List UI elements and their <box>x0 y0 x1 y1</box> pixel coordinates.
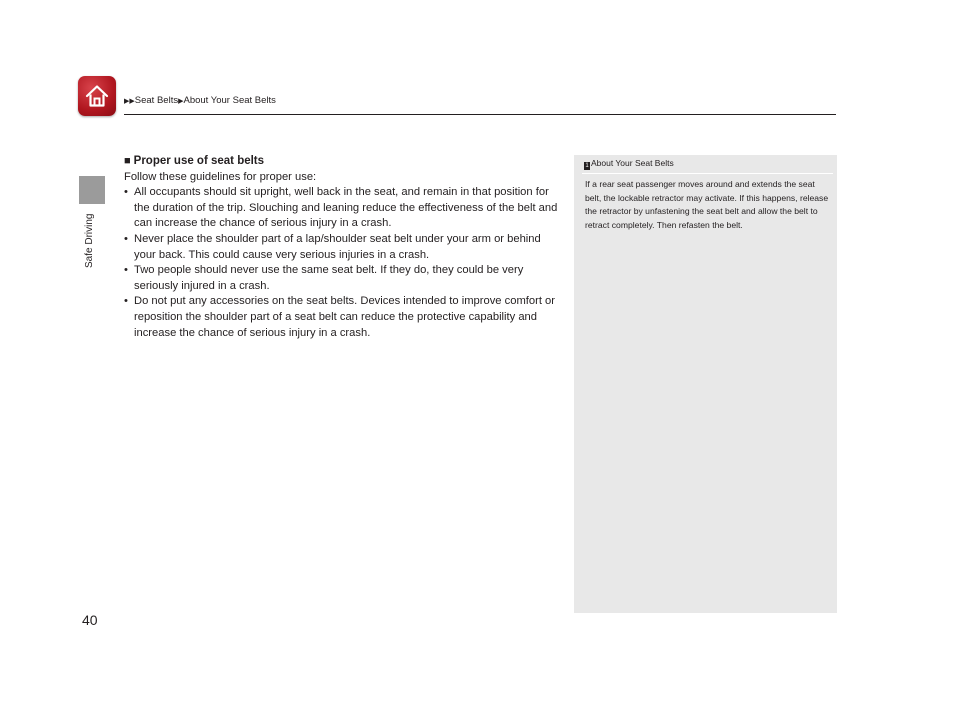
header-divider <box>124 114 836 115</box>
breadcrumb-current: About Your Seat Belts <box>183 95 276 106</box>
list-item-text: All occupants should sit upright, well back in the seat, and remain in that position for the duration of the trip. Slouching and leaning reduce the effectiveness of the belt and can increase the chance of serious injury in a crash. <box>134 186 558 230</box>
heading-square-icon: ■ <box>124 155 131 167</box>
breadcrumb-arrow-icon: ▶ <box>178 98 184 105</box>
breadcrumb-link-seat-belts[interactable]: Seat Belts <box>134 95 179 106</box>
heading-text: Proper use of seat belts <box>133 155 265 167</box>
list-item <box>124 232 560 263</box>
bullet-icon: • <box>124 232 128 245</box>
list-item-text: Never place the shoulder part of a lap/shoulder seat belt under your arm or behind your back. This could cause very serious injuries in a crash. <box>134 232 541 261</box>
breadcrumb <box>124 95 276 106</box>
breadcrumb-arrow-icon: ▶▶ <box>124 98 135 105</box>
note-title[interactable]: About Your Seat Belts <box>591 158 674 168</box>
home-button[interactable] <box>78 76 116 116</box>
reference-badge: 1 <box>585 163 589 169</box>
home-icon <box>84 83 110 109</box>
note-text: If a rear seat passenger moves around and extends the seat belt, the lockable retractor may activate. If this happens, release the retractor by unfastening the seat belt and allow the belt to retract completely. Then refasten the belt. <box>585 179 829 230</box>
bullet-icon: • <box>124 295 128 308</box>
guideline-list <box>124 185 560 341</box>
main-content <box>124 154 560 341</box>
list-item <box>124 263 560 294</box>
note-header <box>574 155 837 171</box>
bullet-icon: • <box>124 186 128 199</box>
list-item <box>124 185 560 232</box>
list-item-text: Do not put any accessories on the seat belts. Devices intended to improve comfort or reposition the shoulder part of a seat belt can reduce the protective capability and increase the chance of serious injury in a crash. <box>134 295 555 339</box>
intro-text: Follow these guidelines for proper use: <box>124 170 317 183</box>
page-number: 40 <box>82 612 98 628</box>
note-sidebar <box>574 155 837 613</box>
list-item-text: Two people should never use the same seat belt. If they do, they could be very seriously injured in a crash. <box>134 264 524 292</box>
list-item <box>124 294 560 341</box>
bullet-icon: • <box>124 264 128 277</box>
section-tab[interactable] <box>79 176 105 204</box>
section-heading <box>124 154 560 170</box>
section-label: Safe Driving <box>84 213 95 268</box>
